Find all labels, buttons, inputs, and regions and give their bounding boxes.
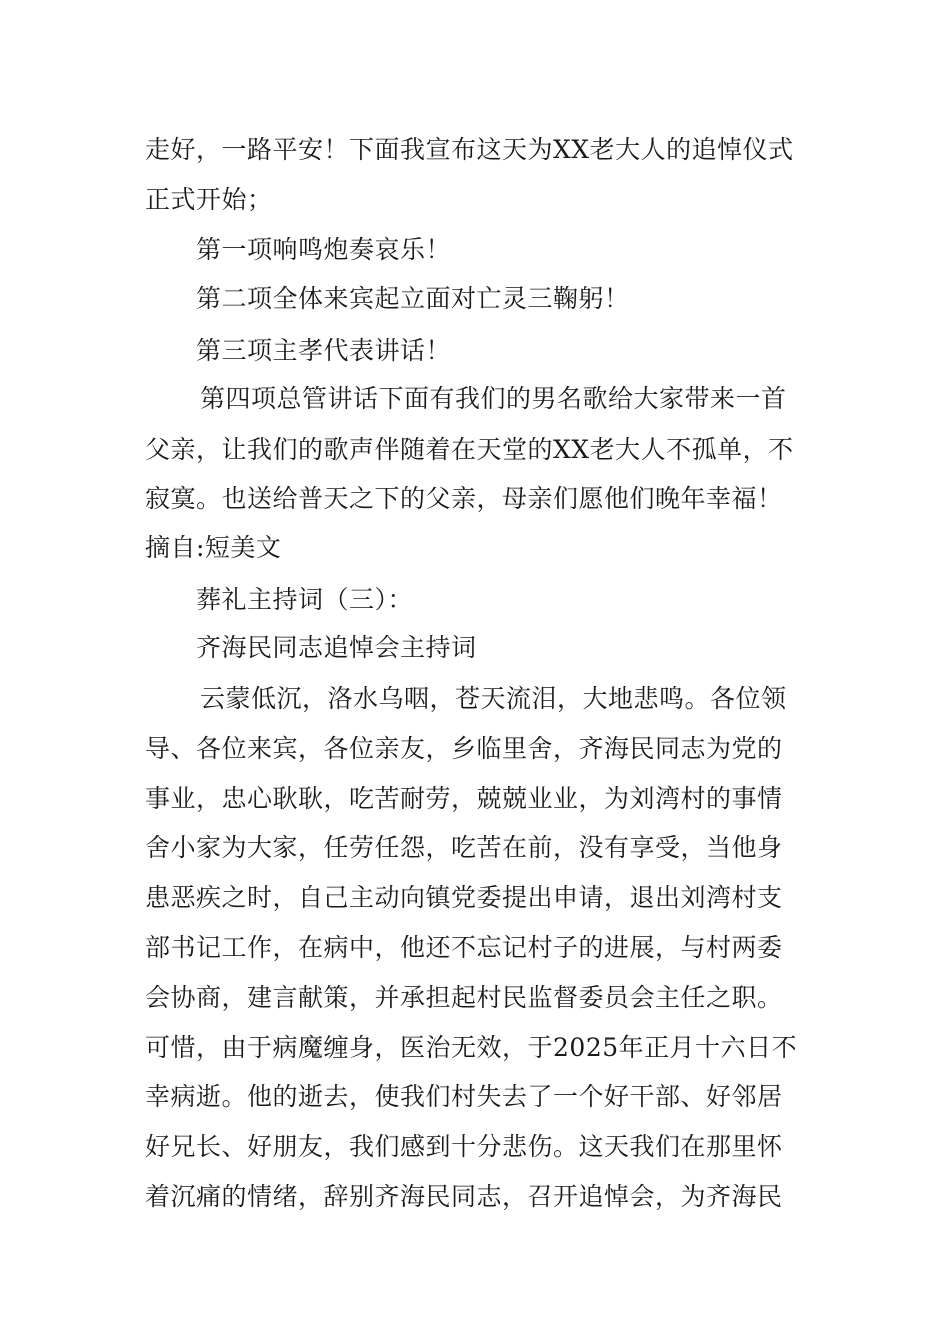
source-credit: 摘自:短美文 bbox=[145, 533, 282, 562]
text-line: 患恶疾之时，自己主动向镇党委提出申请，退出刘湾村支 bbox=[145, 883, 783, 912]
text-line: 好兄长、好朋友，我们感到十分悲伤。这天我们在那里怀 bbox=[145, 1132, 783, 1161]
text-line: 事业，忠心耿耿，吃苦耐劳，兢兢业业，为刘湾村的事情 bbox=[145, 784, 783, 813]
text-line: 第一项响鸣炮奏哀乐！ bbox=[196, 235, 452, 264]
text-line: 舍小家为大家，任劳任怨，吃苦在前，没有享受，当他身 bbox=[145, 833, 783, 862]
text-line: 导、各位来宾，各位亲友，乡临里舍，齐海民同志为党的 bbox=[145, 734, 783, 763]
text-line: 云蒙低沉，洛水乌咽，苍天流泪，大地悲鸣。各位领 bbox=[200, 684, 787, 713]
text-line: 走好，一路平安！下面我宣布这天为XX老大人的追悼仪式 bbox=[145, 135, 794, 164]
text-line: 可惜，由于病魔缠身，医治无效，于2025年正月十六日不 bbox=[145, 1033, 798, 1062]
text-line: 会协商，建言献策，并承担起村民监督委员会主任之职。 bbox=[145, 983, 783, 1012]
section-heading: 葬礼主持词（三）： bbox=[196, 585, 414, 614]
text-line: 部书记工作，在病中，他还不忘记村子的进展，与村两委 bbox=[145, 933, 783, 962]
text-line: 寂寞。也送给普天之下的父亲，母亲们愿他们晚年幸福！ bbox=[145, 484, 783, 513]
text-line: 幸病逝。他的逝去，使我们村失去了一个好干部、好邻居 bbox=[145, 1082, 783, 1111]
text-line: 着沉痛的情绪，辞别齐海民同志，召开追悼会，为齐海民 bbox=[145, 1182, 783, 1211]
text-line: 第三项主孝代表讲话！ bbox=[196, 336, 452, 365]
text-line: 第二项全体来宾起立面对亡灵三鞠躬！ bbox=[196, 284, 630, 313]
text-line: 正式开始； bbox=[145, 185, 273, 214]
document-subtitle: 齐海民同志追悼会主持词 bbox=[196, 633, 477, 662]
text-line: 父亲，让我们的歌声伴随着在天堂的XX老大人不孤单，不 bbox=[145, 435, 794, 464]
text-line: 第四项总管讲话下面有我们的男名歌给大家带来一首 bbox=[200, 384, 787, 413]
